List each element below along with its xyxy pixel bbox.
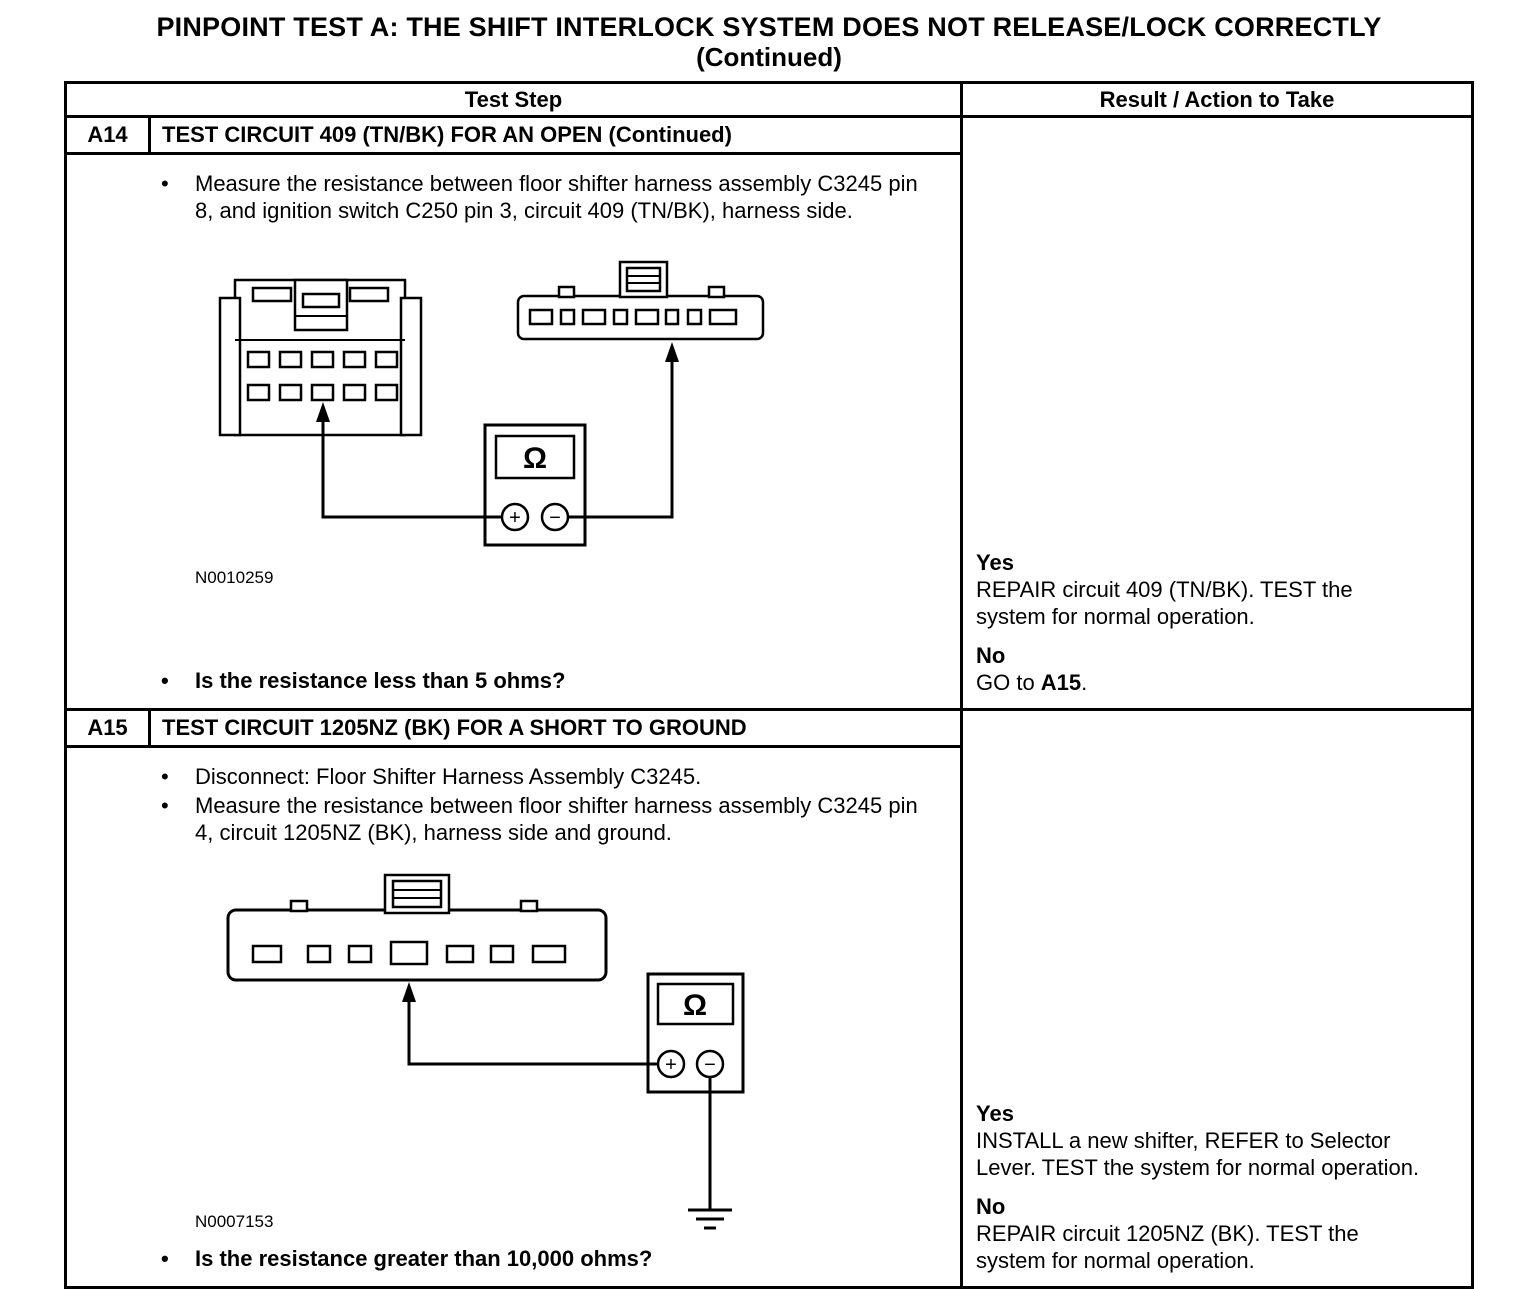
pinpoint-test-table [64, 81, 1474, 1289]
step-question: • Is the resistance greater than 10,000 ohms? [195, 1245, 960, 1272]
test-step-cell-a14 [67, 118, 963, 708]
yes-action-text: INSTALL a new shifter, REFER to Selector Lever. TEST the system for normal operation. [976, 1128, 1420, 1180]
plus-terminal-label: + [665, 1054, 677, 1076]
yes-label: Yes [976, 1101, 1014, 1126]
ohm-symbol: Ω [682, 989, 708, 1022]
ohm-symbol: Ω [522, 442, 548, 475]
probe-arrow-icon [402, 982, 416, 1002]
no-action-prefix: GO to [976, 670, 1041, 695]
table-row [67, 708, 1471, 1286]
no-action-suffix: . [1081, 670, 1088, 695]
wiring-figure-a14 [193, 252, 960, 552]
ohmmeter-icon [485, 425, 585, 545]
ignition-switch-connector-icon [518, 262, 763, 339]
column-header-test-step: Test Step [67, 84, 963, 115]
minus-terminal-label: − [704, 1054, 716, 1076]
a15-wiring-diagram [193, 872, 773, 1240]
plus-terminal-label: + [509, 507, 521, 529]
result-cell-a14 [963, 118, 1471, 708]
step-title: TEST CIRCUIT 409 (TN/BK) FOR AN OPEN (Continued) [162, 122, 732, 147]
step-instructions [195, 763, 940, 848]
probe-arrow-icon [665, 342, 679, 362]
no-label: No [976, 1194, 1006, 1219]
test-step-cell-a15 [67, 711, 963, 1286]
step-title: TEST CIRCUIT 1205NZ (BK) FOR A SHORT TO GROUND [162, 715, 747, 740]
column-header-result: Result / Action to Take [1099, 86, 1335, 112]
figure-label: N0007153 [195, 1212, 274, 1231]
no-label: No [976, 643, 1006, 668]
step-header-a15 [67, 711, 960, 748]
shifter-connector-icon [228, 875, 606, 980]
a14-wiring-diagram [193, 252, 773, 552]
instruction-bullet: • Measure the resistance between floor shifter harness assembly C3245 pin 4, circuit 1205NZ (BK), harness side and ground. [195, 792, 940, 846]
wiring-figure-a15 [193, 872, 960, 1240]
no-action-text: REPAIR circuit 1205NZ (BK). TEST the system for normal operation. [976, 1221, 1359, 1273]
page-title: PINPOINT TEST A: THE SHIFT INTERLOCK SYSTEM DOES NOT RELEASE/LOCK CORRECTLY [156, 12, 1382, 42]
step-question: • Is the resistance less than 5 ohms? [195, 667, 960, 694]
step-id: A15 [67, 711, 151, 745]
figure-label: N0010259 [195, 568, 274, 587]
no-action-step-ref: A15 [1040, 670, 1082, 695]
instruction-bullet: • Disconnect: Floor Shifter Harness Assembly C3245. [195, 763, 940, 790]
table-header-row [67, 84, 1471, 118]
result-cell-a15 [963, 711, 1471, 1286]
table-row [67, 118, 1471, 708]
step-instructions [195, 170, 940, 226]
yes-label: Yes [976, 550, 1014, 575]
step-id: A14 [67, 118, 151, 152]
page-subtitle: (Continued) [696, 42, 842, 72]
no-action-text [976, 669, 1421, 696]
yes-action-text: REPAIR circuit 409 (TN/BK). TEST the system for normal operation. [976, 577, 1353, 629]
instruction-bullet: • Measure the resistance between floor shifter harness assembly C3245 pin 8, and ignition switch C250 pin 3, circuit 409 (TN/BK), harness side. [195, 170, 940, 224]
minus-terminal-label: − [549, 507, 561, 529]
step-header-a14 [67, 118, 960, 155]
